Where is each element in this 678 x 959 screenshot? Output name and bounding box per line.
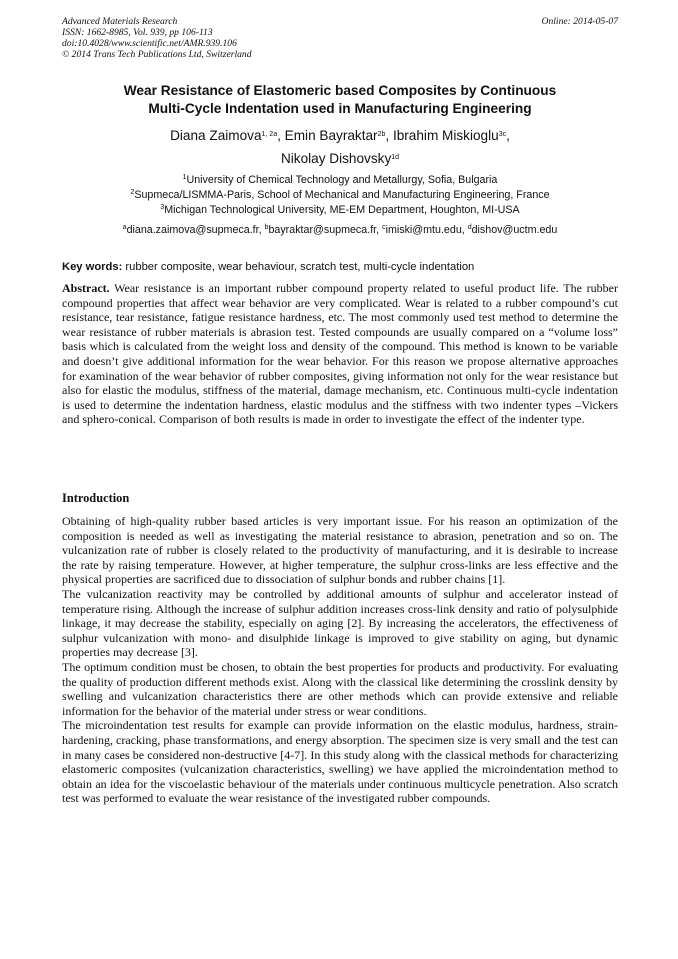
keywords-label: Key words:: [62, 261, 123, 273]
author-name: Nikolay Dishovsky: [280, 151, 392, 166]
author-separator: ,: [506, 128, 510, 143]
introduction-paragraph: The microindentation test results for example can provide information on the elastic modulus, hardness, strain-hardening, cracking, phase transformations, and energy absorption. The specimen size is very small and the test can in many cases be considered non-destructive [4-7]. In this study along with the classical methods for characterizing elastomeric composites (vulcanization characteristics, swelling) we have applied the microindentation method to obtain an idea for the viscoelastic behaviour of the materials under continuous multicycle penetration. Also scratch test was performed to evaluate the wear resistance of the investigated rubber compounds.: [62, 718, 618, 806]
author-name: Emin Bayraktar: [284, 128, 378, 143]
author-separator: ,: [385, 128, 393, 143]
abstract-label: Abstract.: [62, 281, 110, 295]
author-line-2: [62, 147, 618, 170]
author-name: Diana Zaimova: [170, 128, 262, 143]
journal-doi: doi:10.4028/www.scientific.net/AMR.939.106: [62, 38, 237, 49]
email-text: imiski@mtu.edu,: [385, 224, 468, 236]
journal-header: [62, 16, 618, 60]
email-sup: a: [122, 224, 127, 231]
email-text: bayraktar@supmeca.fr,: [268, 224, 383, 236]
keywords: [62, 260, 618, 275]
author-emails: [62, 223, 618, 238]
author-separator: ,: [277, 128, 285, 143]
journal-issn: ISSN: 1662-8985, Vol. 939, pp 106-113: [62, 27, 213, 38]
paper-title: [62, 82, 618, 118]
online-date: Online: 2014-05-07: [541, 16, 618, 27]
introduction-body: [62, 514, 618, 806]
email-sup: b: [264, 224, 269, 231]
introduction-paragraph: Obtaining of high-quality rubber based articles is very important issue. For his reason an optimization of the composition is needed as well as investigating the material resistance to abrasion, penetration and so on. The vulcanization rate of rubber is closely related to the productivity of manufacturing, and it is desirable to increase the rate by raising temperature. However, at higher temperature, the sulphur cross-links are less effective and the physical properties are sacrificed due to dissociation of sulphur bonds and rubber chains [1].: [62, 514, 618, 587]
abstract-text: Wear resistance is an important rubber compound property related to useful product life. The rubber compound properties that affect wear behavior are very complicated. Wear is related to a rubber compound’s cut resistance, tear resistance, fatigue resistance hardness, etc. The most commonly used test method to determine the wear resistance of rubber materials is abrasion test. Tested compounds are usually compared on a “volume loss” basis which is calculated from the weight loss and density of the compound. This method is known to be variable and doesn’t give additional information for the wear behavior. For this reason we propose alternative approaches for examination of the wear behavior of rubber composites, giving information not only for the wear resistance but also for elastic the modulus, stiffness of the material, damage mechanism, etc. Continuous multi-cycle indentation is used to determine the indentation hardness, elastic modulus and the stiffness with two indenter types –Vickers and sphero-conical. Comparison of both results is made in order to investigate the effect of the indenter type.: [62, 281, 618, 427]
affiliation-item: [62, 188, 618, 203]
affiliation-text: University of Chemical Technology and Metallurgy, Sofia, Bulgaria: [186, 174, 498, 186]
title-line-1: Wear Resistance of Elastomeric based Composites by Continuous: [123, 83, 557, 98]
email-sup: d: [467, 224, 472, 231]
abstract: [62, 281, 618, 427]
journal-name: Advanced Materials Research: [62, 16, 178, 27]
affiliation-sup: 3: [160, 204, 165, 211]
introduction-paragraph: The vulcanization reactivity may be controlled by additional amounts of sulphur and accelerator instead of temperature rising. Although the increase of sulphur addition increases cross-link density and ratio of polysulphide linkage, it may decrease the stability, especially on aging [2]. By increasing the accelerators, the effectiveness of sulphur vulcanization with mono- and disulphide linkage is improved to give stability on aging, but dynamic properties may decrease [3].: [62, 586, 618, 660]
affiliation-text: Supmeca/LISMMA-Paris, School of Mechanical and Manufacturing Engineering, France: [134, 189, 550, 201]
keywords-text: rubber composite, wear behaviour, scratch test, multi-cycle indentation: [122, 261, 475, 273]
journal-copyright: © 2014 Trans Tech Publications Ltd, Switzerland: [62, 49, 252, 60]
affiliations: [62, 173, 618, 218]
introduction-paragraph: The optimum condition must be chosen, to obtain the best properties for products and productivity. For evaluating the quality of production different methods exist. Along with the classical like determining the crosslink density by swelling and vulcanization characteristics there are other methods which can provide extensive and reliable information for the behavior of the material under stress or wear conditions.: [62, 659, 618, 718]
author-list: [62, 124, 618, 170]
affiliation-item: [62, 203, 618, 218]
title-line-2: Multi-Cycle Indentation used in Manufacturing Engineering: [148, 101, 532, 116]
author-name: Ibrahim Miskioglu: [392, 128, 499, 143]
author-sup: 1d: [391, 154, 400, 161]
email-sup: c: [382, 224, 386, 231]
affiliation-text: Michigan Technological University, ME-EM Department, Houghton, MI-USA: [164, 204, 520, 216]
affiliation-sup: 1: [182, 174, 187, 181]
author-sup: 2b: [377, 131, 386, 138]
email-text: dishov@uctm.edu: [471, 224, 558, 236]
section-heading-introduction: Introduction: [62, 491, 130, 505]
author-sup: 1, 2a: [261, 131, 278, 138]
email-text: diana.zaimova@supmeca.fr,: [126, 224, 265, 236]
affiliation-item: [62, 173, 618, 188]
author-sup: 3c: [498, 131, 507, 138]
affiliation-sup: 2: [130, 189, 135, 196]
author-line-1: [62, 124, 618, 147]
